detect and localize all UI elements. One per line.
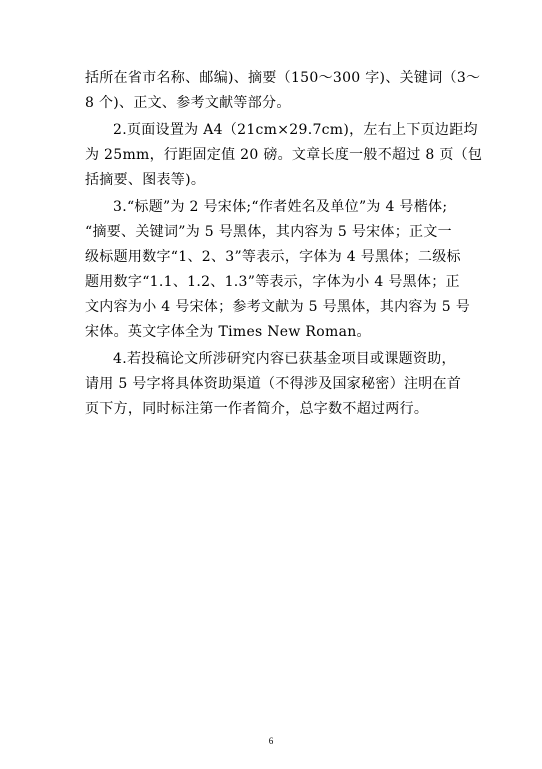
page-number: 6 bbox=[268, 736, 274, 746]
text-line: 请用 5 号字将具体资助渠道（不得涉及国家秘密）注明在首 bbox=[85, 376, 462, 392]
paragraph-item-4 bbox=[85, 347, 460, 422]
body-text bbox=[85, 66, 483, 424]
text-line: 为 25mm，行距固定值 20 磅。文章长度一般不超过 8 页（包 bbox=[85, 147, 483, 163]
text-line: 题用数字“1.1、1.2、1.3”等表示，字体为小 4 号黑体；正 bbox=[85, 274, 460, 290]
text-line: 2.页面设置为 A4（21cm×29.7cm)，左右上下页边距均 bbox=[113, 122, 478, 138]
text-line: “摘要、关键词”为 5 号黑体，其内容为 5 号宋体；正文一 bbox=[85, 224, 452, 240]
text-line: 括所在省市名称、邮编)、摘要（150～300 字)、关键词（3～ bbox=[85, 70, 481, 86]
text-line: 8 个)、正文、参考文献等部分。 bbox=[85, 95, 291, 111]
paragraph-item-3 bbox=[85, 195, 471, 345]
text-line: 文内容为小 4 号宋体；参考文献为 5 号黑体，其内容为 5 号 bbox=[85, 299, 471, 315]
text-line: 页下方，同时标注第一作者简介，总字数不超过两行。 bbox=[85, 401, 429, 417]
text-line: 3.“标题”为 2 号宋体;“作者姓名及单位”为 4 号楷体; bbox=[113, 199, 448, 215]
text-line: 括摘要、图表等)。 bbox=[85, 172, 206, 188]
paragraph-continuation bbox=[85, 66, 481, 116]
text-line: 级标题用数字“1、2、3”等表示，字体为 4 号黑体；二级标 bbox=[85, 249, 461, 265]
text-line: 4.若投稿论文所涉研究内容已获基金项目或课题资助， bbox=[113, 351, 456, 367]
text-line: 宋体。英文字体全为 Times New Roman。 bbox=[85, 324, 371, 340]
paragraph-item-2 bbox=[85, 118, 483, 193]
